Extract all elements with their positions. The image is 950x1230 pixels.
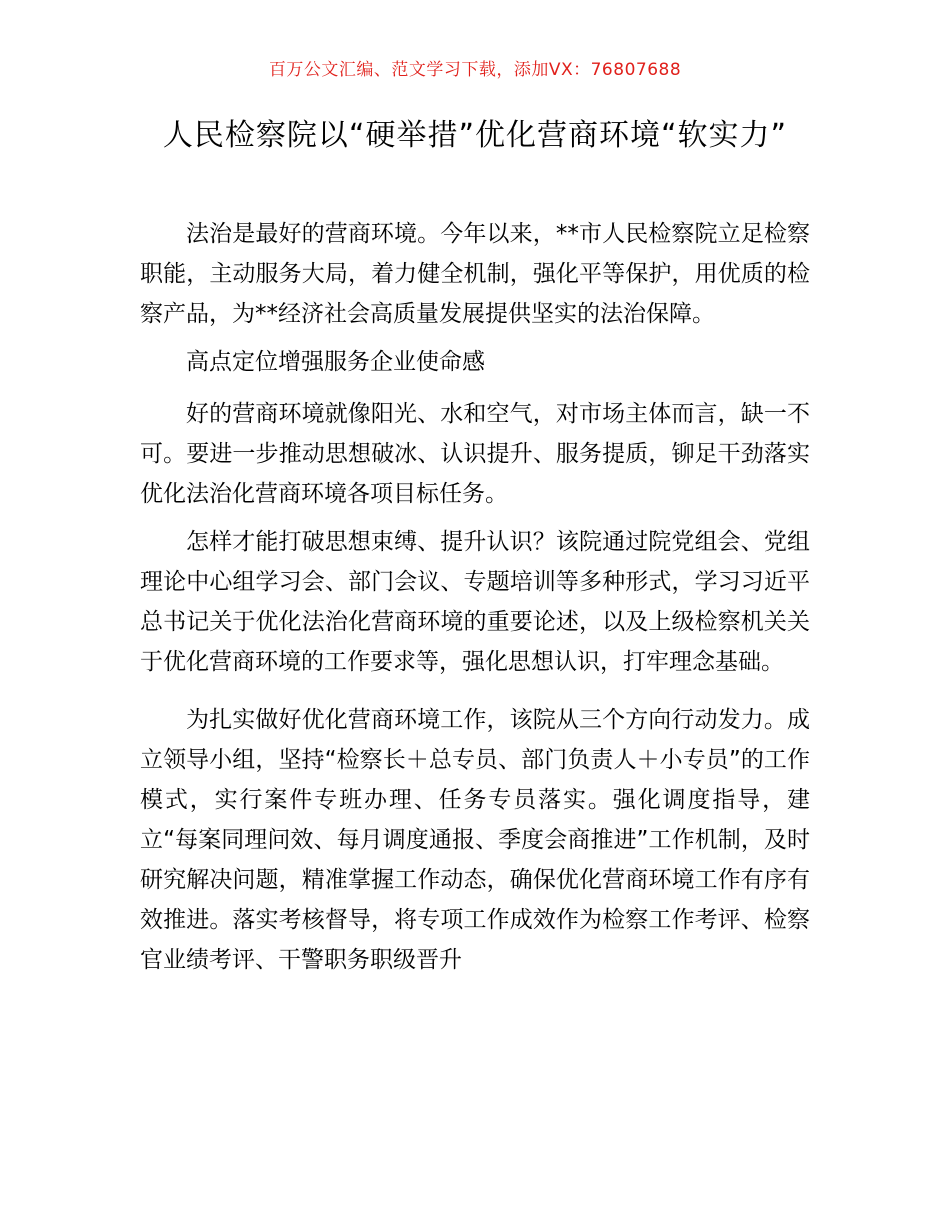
- header-watermark-note: 百万公文汇编、范文学习下载，添加VX：76807688: [268, 60, 682, 80]
- paragraph-actions: 为扎实做好优化营商环境工作，该院从三个方向行动发力。成立领导小组，坚持“检察长＋总专员、部门负责人＋小专员”的工作模式，实行案件专班办理、任务专员落实。强化调度指导，建立“每案同理问效、每月调度通报、季度会商推进”工作机制，及时研究解决问题，精准掌握工作动态，确保优化营商环境工作有序有效推进。落实考核督导，将专项工作成效作为检察工作考评、检察官业绩考评、干警职务职级晋升: [140, 707, 810, 973]
- paragraph-intro: 法治是最好的营商环境。今年以来，**市人民检察院立足检察职能，主动服务大局，着力健全机制，强化平等保护，用优质的检察产品，为**经济社会高质量发展提供坚实的法治保障。: [140, 221, 810, 327]
- paragraph-thinking: 怎样才能打破思想束缚、提升认识？该院通过院党组会、党组理论中心组学习会、部门会议、专题培训等多种形式，学习习近平总书记关于优化法治化营商环境的重要论述，以及上级检察机关关于优化营商环境的工作要求等，强化思想认识，打牢理念基础。: [140, 529, 810, 675]
- paragraph-environment: 好的营商环境就像阳光、水和空气，对市场主体而言，缺一不可。要进一步推动思想破冰、认识提升、服务提质，铆足干劲落实优化法治化营商环境各项目标任务。: [140, 401, 810, 507]
- document-body: [140, 214, 810, 988]
- document-title: 人民检察院以“硬举措”优化营商环境“软实力”: [162, 118, 788, 153]
- section-heading: 高点定位增强服务企业使命感: [186, 349, 485, 375]
